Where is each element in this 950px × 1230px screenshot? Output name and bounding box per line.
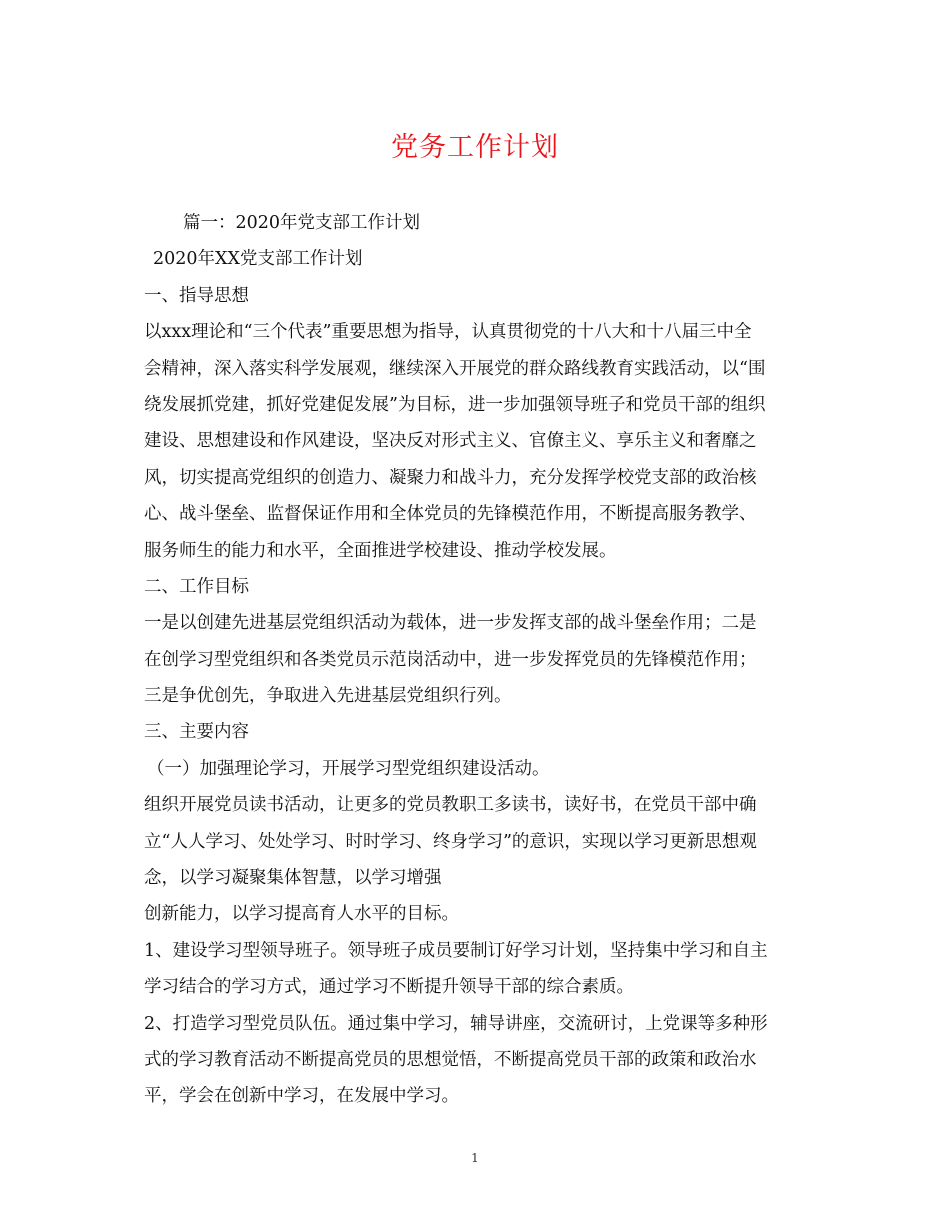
section-heading-work-goals: 二、工作目标 — [144, 576, 249, 597]
section-heading-part-one: 篇一：2020年党支部工作计划 — [183, 213, 421, 233]
paragraph-line: 在创学习型党组织和各类党员示范岗活动中，进一步发挥党员的先锋模范作用； — [144, 649, 757, 670]
document-body — [144, 205, 814, 1115]
list-item-line: 式的学习教育活动不断提高党员的思想觉悟，不断提高党员干部的政策和政治水 — [144, 1049, 757, 1070]
plan-subtitle: 2020年XX党支部工作计划 — [153, 249, 363, 270]
paragraph-line: 三是争优创先，争取进入先进基层党组织行列。 — [144, 686, 512, 707]
paragraph-line: 创新能力，以学习提高育人水平的目标。 — [144, 904, 459, 925]
document-title: 党务工作计划 — [391, 132, 559, 163]
list-item-line: 平，学会在创新中学习，在发展中学习。 — [144, 1086, 459, 1107]
list-item-line: 2、打造学习型党员队伍。通过集中学习，辅导讲座，交流研讨，上党课等多种形 — [144, 1013, 768, 1034]
paragraph-line: 组织开展党员读书活动，让更多的党员教职工多读书，读好书，在党员干部中确 — [144, 795, 757, 816]
paragraph-line: 风，切实提高党组织的创造力、凝聚力和战斗力，充分发挥学校党支部的政治核 — [144, 467, 757, 488]
section-heading-main-content: 三、主要内容 — [144, 722, 249, 743]
paragraph-line: 以xxx理论和“三个代表”重要思想为指导，认真贯彻党的十八大和十八届三中全 — [144, 322, 752, 343]
paragraph-line: 立“人人学习、处处学习、时时学习、终身学习”的意识，实现以学习更新思想观 — [144, 831, 757, 852]
paragraph-line: 服务师生的能力和水平，全面推进学校建设、推动学校发展。 — [144, 540, 617, 561]
paragraph-line: 念，以学习凝聚集体智慧，以学习增强 — [144, 868, 442, 889]
subsection-heading: （一）加强理论学习，开展学习型党组织建设活动。 — [147, 758, 550, 779]
page-number: 1 — [471, 1151, 479, 1165]
section-heading-guiding-thought: 一、指导思想 — [144, 285, 249, 306]
paragraph-line: 建设、思想建设和作风建设，坚决反对形式主义、官僚主义、享乐主义和奢靡之 — [144, 431, 757, 452]
paragraph-line: 一是以创建先进基层党组织活动为载体，进一步发挥支部的战斗堡垒作用；二是 — [144, 613, 757, 634]
paragraph-line: 绕发展抓党建，抓好党建促发展”为目标，进一步加强领导班子和党员干部的组织 — [144, 394, 766, 415]
list-item-line: 学习结合的学习方式，通过学习不断提升领导干部的综合素质。 — [144, 977, 634, 998]
paragraph-line: 会精神，深入落实科学发展观，继续深入开展党的群众路线教育实践活动，以“围 — [144, 358, 766, 379]
list-item-line: 1、建设学习型领导班子。领导班子成员要制订好学习计划，坚持集中学习和自主 — [144, 940, 768, 961]
paragraph-line: 心、战斗堡垒、监督保证作用和全体党员的先锋模范作用，不断提高服务教学、 — [144, 504, 757, 525]
